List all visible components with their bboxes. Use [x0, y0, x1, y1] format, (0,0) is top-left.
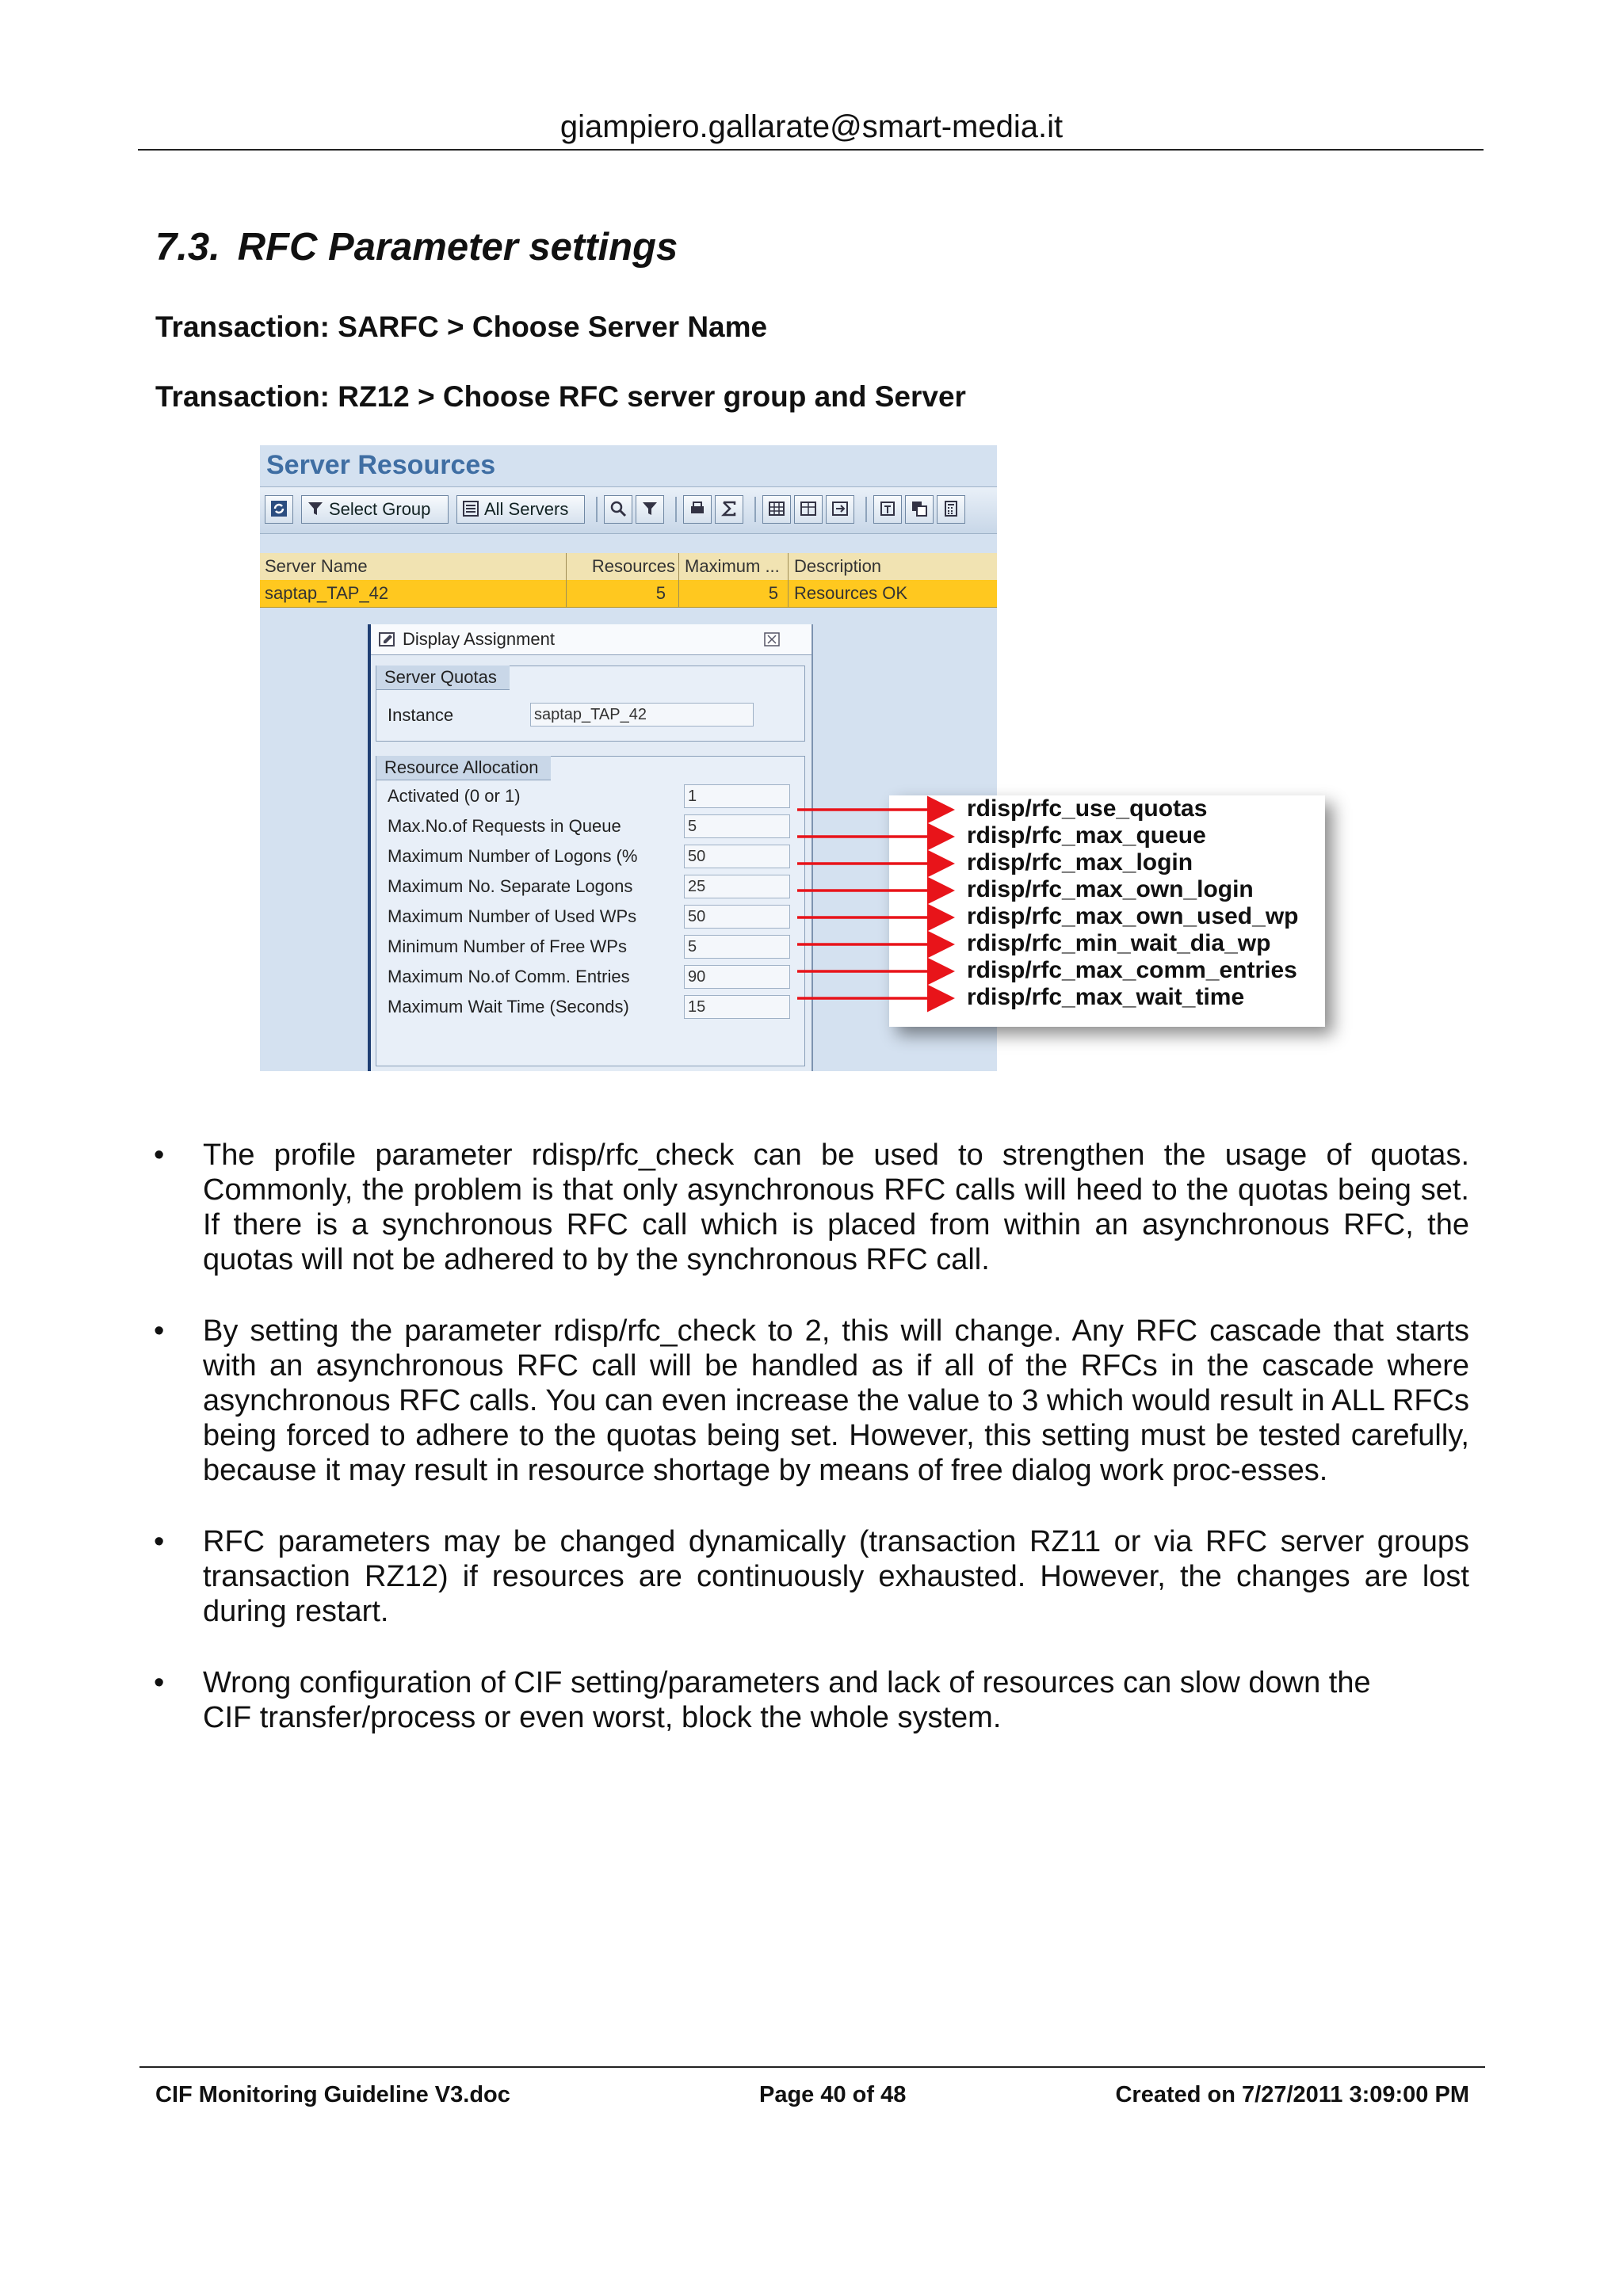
- column-header-maximum[interactable]: Maximum ...: [685, 556, 780, 576]
- select-group-label: Select Group: [329, 499, 431, 519]
- screenshot-title: Server Resources: [266, 450, 496, 480]
- parameter-callout: [889, 795, 1325, 1027]
- bullet-item: • RFC parameters may be changed dynamically (transaction RZ11 or via RFC server groups transaction RZ12) if resources are continuously exhausted. However, the changes are lost during restart.: [203, 1524, 1469, 1629]
- table-row[interactable]: [260, 580, 997, 608]
- parameter-name: rdisp/rfc_use_quotas: [967, 795, 1208, 822]
- server-quotas-label: Server Quotas: [376, 666, 510, 690]
- parameter-name: rdisp/rfc_max_login: [967, 849, 1193, 875]
- print-button[interactable]: [683, 495, 712, 524]
- parameter-name: rdisp/rfc_max_own_login: [967, 876, 1254, 902]
- sum-icon: [720, 500, 738, 517]
- display-icon: [379, 631, 396, 647]
- server-list-icon: [462, 500, 479, 517]
- footer-page-number: Page 40 of 48: [759, 2082, 907, 2107]
- field-label: Maximum No. Separate Logons: [388, 876, 633, 896]
- bullet-list: [203, 1138, 1469, 1772]
- header-email: giampiero.gallarate@smart-media.it: [559, 109, 1064, 144]
- bullet-item: • By setting the parameter rdisp/rfc_check to 2, this will change. Any RFC cascade that starts with an asynchronous RFC call will be handled as if all of the RFCs in the cascade where asynchronous RFC calls. You can even increase the value to 3 which would result in ALL RFCs being forced to adhere to the quotas being set. However, this setting must be tested carefully, because it may result in resource shortage by means of free dialog work proc-esses.: [203, 1314, 1469, 1488]
- cell-description: Resources OK: [794, 583, 908, 603]
- calculator-button[interactable]: [937, 495, 965, 524]
- field-value[interactable]: 25: [684, 875, 790, 898]
- header-divider: [138, 149, 1484, 151]
- column-header-description[interactable]: Description: [794, 556, 882, 576]
- calculator-icon: [942, 500, 960, 517]
- toolbar-separator: [754, 497, 756, 522]
- copy-button[interactable]: [905, 495, 934, 524]
- section-number: 7.3.: [155, 226, 220, 269]
- field-label: Maximum Wait Time (Seconds): [388, 997, 629, 1016]
- footer-document-name: CIF Monitoring Guideline V3.doc: [155, 2082, 510, 2107]
- field-value[interactable]: 50: [684, 845, 790, 868]
- filter-icon: [641, 500, 659, 517]
- sum-button[interactable]: [715, 495, 743, 524]
- field-label: Activated (0 or 1): [388, 786, 521, 806]
- parameter-name: rdisp/rfc_min_wait_dia_wp: [967, 930, 1271, 956]
- dialog-title: Display Assignment: [403, 629, 555, 649]
- column-divider: [678, 580, 679, 607]
- dialog-titlebar: [371, 624, 812, 655]
- grid-button[interactable]: [762, 495, 791, 524]
- field-label: Maximum Number of Logons (%: [388, 846, 638, 866]
- table-header: [260, 553, 997, 581]
- layout-icon: [800, 500, 817, 517]
- column-header-server-name[interactable]: Server Name: [265, 556, 368, 576]
- field-label: Max.No.of Requests in Queue: [388, 816, 621, 836]
- cell-resources: 5: [655, 583, 666, 603]
- refresh-icon: [270, 500, 288, 517]
- toolbar-separator: [596, 497, 598, 522]
- footer-divider: [139, 2066, 1485, 2068]
- bullet-item: • The profile parameter rdisp/rfc_check can be used to strengthen the usage of quotas. Commonly, the problem is that only asynchronous RFC calls will heed to the quotas being set. If there is a synchronous RFC call which is placed from within an asynchronous RFC, the quotas will not be adhered to by the synchronous RFC call.: [203, 1138, 1469, 1277]
- toolbar-separator: [865, 497, 867, 522]
- column-divider: [788, 580, 789, 607]
- field-value[interactable]: 5: [684, 935, 790, 959]
- footer-created-date: Created on 7/27/2011 3:09:00 PM: [1115, 2082, 1469, 2107]
- copy-icon: [911, 500, 928, 517]
- column-divider: [788, 553, 789, 580]
- toolbar-separator: [675, 497, 677, 522]
- section-title-text: RFC Parameter settings: [237, 226, 678, 269]
- parameter-name: rdisp/rfc_max_own_used_wp: [967, 903, 1299, 929]
- filter-icon: [307, 500, 324, 517]
- field-value[interactable]: 90: [684, 965, 790, 989]
- column-header-resources[interactable]: Resources: [591, 556, 675, 576]
- server-quotas-group: [376, 666, 805, 742]
- sap-screenshot: [260, 445, 997, 1071]
- cell-server-name: saptap_TAP_42: [265, 583, 389, 603]
- transaction-rz12: Transaction: RZ12 > Choose RFC server group and Server: [155, 380, 966, 413]
- find-button[interactable]: [604, 495, 632, 524]
- field-value[interactable]: 5: [684, 814, 790, 838]
- filter-button[interactable]: [636, 495, 664, 524]
- details-icon: [879, 500, 896, 517]
- instance-field[interactable]: saptap_TAP_42: [530, 703, 754, 727]
- all-servers-button[interactable]: [456, 495, 585, 524]
- refresh-button[interactable]: [265, 495, 293, 524]
- field-label: Maximum Number of Used WPs: [388, 906, 637, 926]
- print-icon: [689, 500, 706, 517]
- resource-allocation-group: [376, 756, 805, 1066]
- field-label: Minimum Number of Free WPs: [388, 936, 627, 956]
- layout-button[interactable]: [794, 495, 823, 524]
- close-icon[interactable]: [764, 632, 780, 646]
- column-divider: [566, 553, 567, 580]
- parameter-name: rdisp/rfc_max_queue: [967, 822, 1206, 849]
- sap-toolbar: [260, 486, 997, 534]
- bullet-item: • Wrong configuration of CIF setting/parameters and lack of resources can slow down the CIF transfer/process or even worst, block the whole system.: [203, 1665, 1469, 1735]
- parameter-name: rdisp/rfc_max_comm_entries: [967, 957, 1297, 983]
- select-group-button[interactable]: [301, 495, 449, 524]
- details-button[interactable]: [873, 495, 902, 524]
- field-value[interactable]: 1: [684, 784, 790, 808]
- field-label: Maximum No.of Comm. Entries: [388, 967, 630, 986]
- field-value[interactable]: 15: [684, 995, 790, 1019]
- magnifier-icon: [609, 500, 627, 517]
- cell-maximum: 5: [768, 583, 778, 603]
- grid-icon: [768, 500, 785, 517]
- display-assignment-dialog: [368, 624, 813, 1071]
- section-title: [155, 225, 678, 269]
- parameter-name: rdisp/rfc_max_wait_time: [967, 984, 1245, 1010]
- column-divider: [566, 580, 567, 607]
- column-divider: [678, 553, 679, 580]
- field-value[interactable]: 50: [684, 905, 790, 929]
- instance-label: Instance: [388, 705, 454, 725]
- export-icon: [831, 500, 849, 517]
- export-button[interactable]: [826, 495, 854, 524]
- resource-allocation-label: Resource Allocation: [376, 756, 551, 780]
- transaction-sarfc: Transaction: SARFC > Choose Server Name: [155, 311, 768, 343]
- all-servers-label: All Servers: [484, 499, 569, 519]
